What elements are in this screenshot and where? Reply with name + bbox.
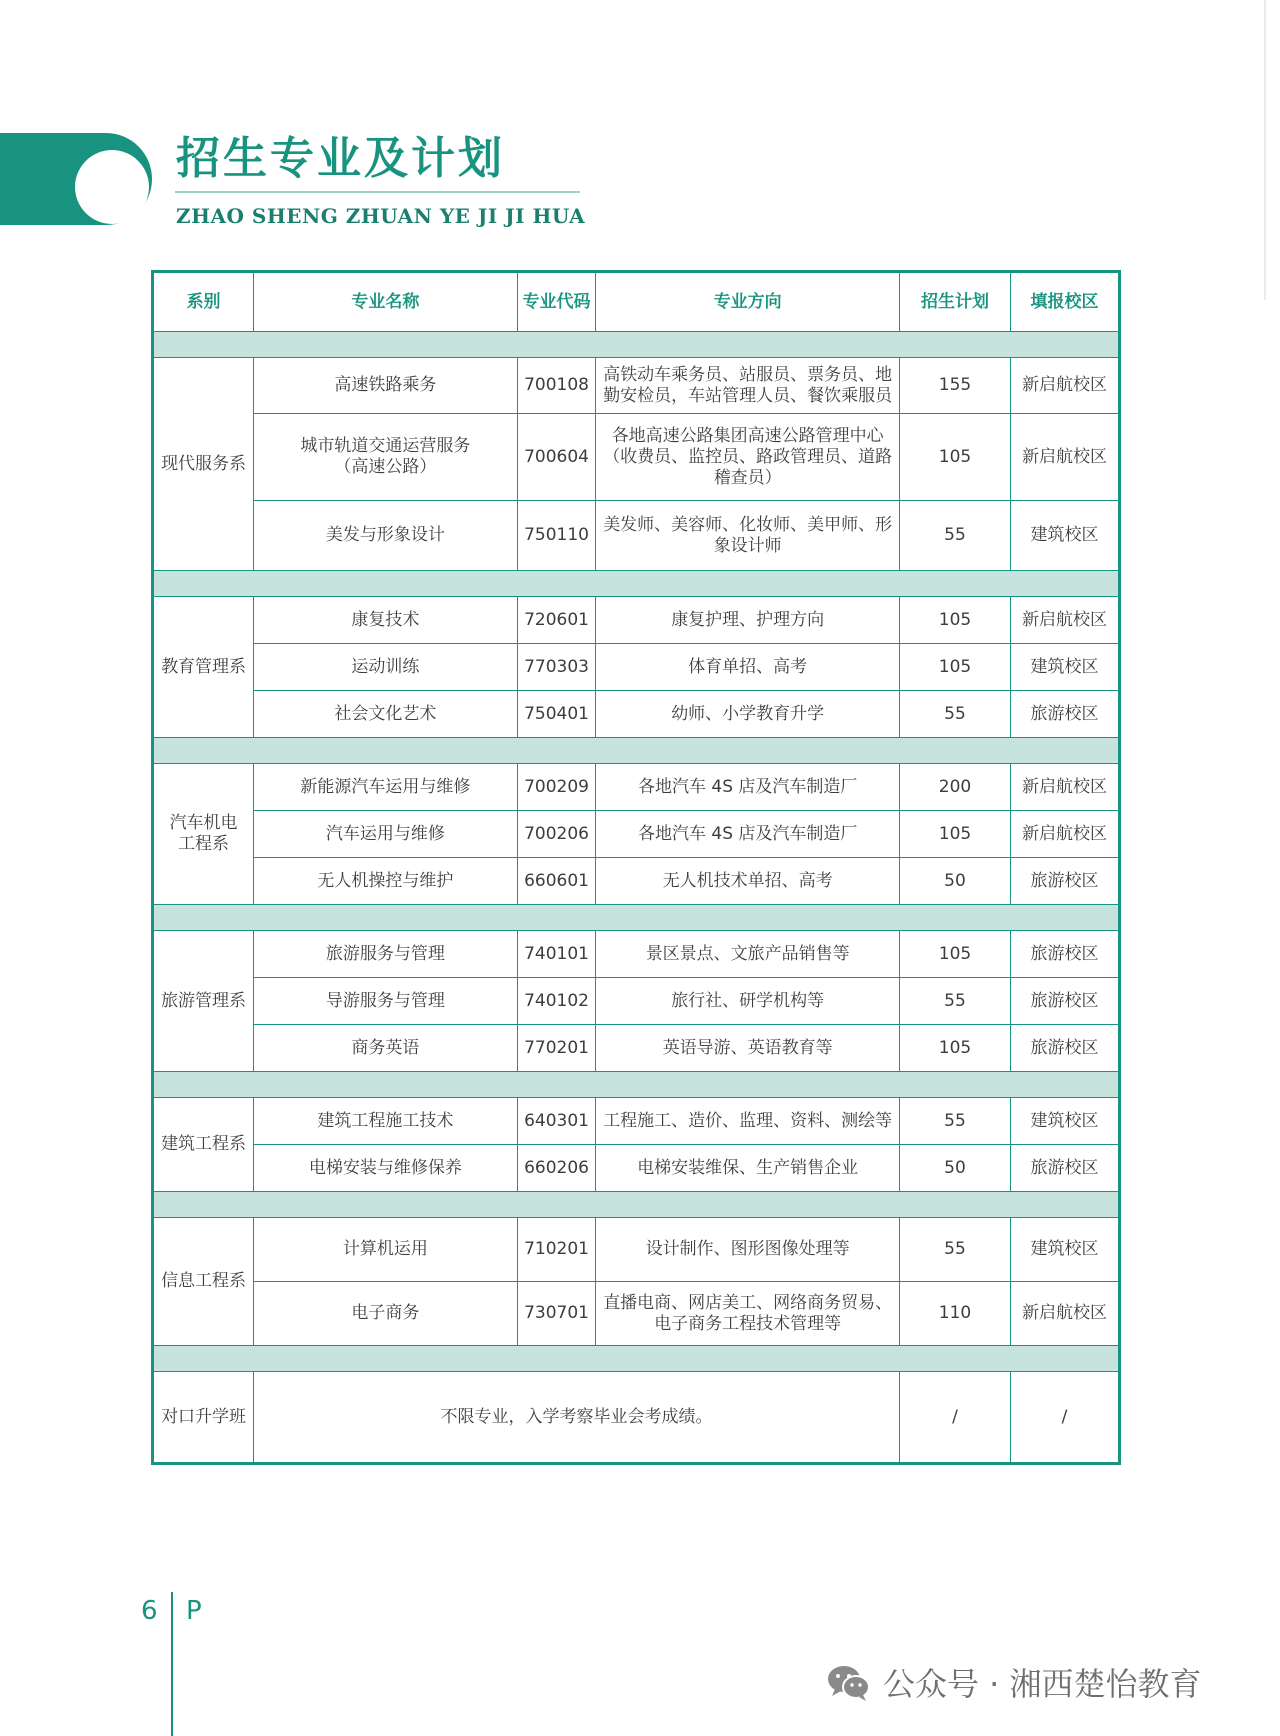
campus: 旅游校区	[1011, 931, 1120, 978]
major-direction: 直播电商、网店美工、网络商务贸易、电子商务工程技术管理等	[596, 1282, 899, 1346]
enrollment-plan: 110	[899, 1282, 1010, 1346]
major-name: 旅游服务与管理	[254, 931, 517, 978]
enrollment-plan: 50	[899, 1145, 1010, 1192]
table-row	[153, 931, 1120, 978]
table-row	[153, 858, 1120, 905]
major-direction: 景区景点、文旅产品销售等	[596, 931, 899, 978]
group-separator	[153, 1192, 1120, 1218]
major-name: 高速铁路乘务	[254, 358, 517, 414]
major-direction: 设计制作、图形图像处理等	[596, 1218, 899, 1282]
enrollment-plan: 55	[899, 501, 1010, 571]
campus: 建筑校区	[1011, 501, 1120, 571]
department-cell: 旅游管理系	[153, 931, 254, 1072]
enrollment-plan: 55	[899, 1098, 1010, 1145]
table-row	[153, 414, 1120, 501]
campus: 新启航校区	[1011, 764, 1120, 811]
enrollment-plan: 105	[899, 644, 1010, 691]
major-code: 740101	[517, 931, 596, 978]
page-edge-line	[1264, 0, 1266, 300]
major-name: 计算机运用	[254, 1218, 517, 1282]
table-row	[153, 691, 1120, 738]
table-row	[153, 978, 1120, 1025]
campus: 新启航校区	[1011, 1282, 1120, 1346]
major-name: 城市轨道交通运营服务（高速公路）	[254, 414, 517, 501]
major-direction: 美发师、美容师、化妆师、美甲师、形象设计师	[596, 501, 899, 571]
major-name: 社会文化艺术	[254, 691, 517, 738]
major-direction: 体育单招、高考	[596, 644, 899, 691]
major-name: 美发与形象设计	[254, 501, 517, 571]
enrollment-plan: 200	[899, 764, 1010, 811]
campus: 新启航校区	[1011, 597, 1120, 644]
page-letter: P	[186, 1596, 202, 1626]
enrollment-plan: /	[899, 1372, 1010, 1464]
admission-note: 不限专业，入学考察毕业会考成绩。	[254, 1372, 900, 1464]
enrollment-plan: 55	[899, 691, 1010, 738]
major-code: 660601	[517, 858, 596, 905]
major-direction: 各地汽车 4S 店及汽车制造厂	[596, 764, 899, 811]
campus: /	[1011, 1372, 1120, 1464]
group-separator	[153, 571, 1120, 597]
campus: 新启航校区	[1011, 358, 1120, 414]
major-code: 740102	[517, 978, 596, 1025]
watermark-text: 公众号 · 湘西楚怡教育	[883, 1665, 1202, 1703]
table-row	[153, 597, 1120, 644]
enrollment-plan: 55	[899, 1218, 1010, 1282]
table-row	[153, 1282, 1120, 1346]
watermark	[825, 1660, 1202, 1704]
major-code: 720601	[517, 597, 596, 644]
campus: 旅游校区	[1011, 1145, 1120, 1192]
table-row	[153, 1098, 1120, 1145]
header-circle	[75, 150, 149, 224]
enrollment-plan: 50	[899, 858, 1010, 905]
table-row	[153, 501, 1120, 571]
major-direction: 幼师、小学教育升学	[596, 691, 899, 738]
department-cell: 教育管理系	[153, 597, 254, 738]
table-row	[153, 764, 1120, 811]
major-name: 无人机操控与维护	[254, 858, 517, 905]
major-code: 640301	[517, 1098, 596, 1145]
footer-divider	[171, 1592, 173, 1736]
major-direction: 电梯安装维保、生产销售企业	[596, 1145, 899, 1192]
major-name: 新能源汽车运用与维修	[254, 764, 517, 811]
enrollment-plan: 55	[899, 978, 1010, 1025]
major-name: 电梯安装与维修保养	[254, 1145, 517, 1192]
wechat-icon	[825, 1662, 873, 1702]
group-separator	[153, 905, 1120, 931]
major-direction: 各地汽车 4S 店及汽车制造厂	[596, 811, 899, 858]
major-code: 660206	[517, 1145, 596, 1192]
major-name: 运动训练	[254, 644, 517, 691]
campus: 旅游校区	[1011, 691, 1120, 738]
campus: 建筑校区	[1011, 1218, 1120, 1282]
group-separator	[153, 332, 1120, 358]
major-code: 770201	[517, 1025, 596, 1072]
page-title: 招生专业及计划	[176, 133, 505, 184]
department-cell: 对口升学班	[153, 1372, 254, 1464]
campus: 新启航校区	[1011, 414, 1120, 501]
column-header: 专业方向	[596, 272, 899, 332]
table-header-row	[153, 272, 1120, 332]
department-cell: 建筑工程系	[153, 1098, 254, 1192]
table-row	[153, 811, 1120, 858]
campus: 旅游校区	[1011, 858, 1120, 905]
major-code: 750110	[517, 501, 596, 571]
enrollment-plan: 155	[899, 358, 1010, 414]
column-header: 系别	[153, 272, 254, 332]
enrollment-plan: 105	[899, 597, 1010, 644]
department-cell: 汽车机电工程系	[153, 764, 254, 905]
major-direction: 各地高速公路集团高速公路管理中心（收费员、监控员、路政管理员、道路稽查员）	[596, 414, 899, 501]
enrollment-plan: 105	[899, 931, 1010, 978]
major-direction: 旅行社、研学机构等	[596, 978, 899, 1025]
admission-plan-table	[151, 270, 1121, 1465]
group-separator	[153, 1346, 1120, 1372]
major-direction: 康复护理、护理方向	[596, 597, 899, 644]
major-direction: 英语导游、英语教育等	[596, 1025, 899, 1072]
major-name: 康复技术	[254, 597, 517, 644]
major-direction: 无人机技术单招、高考	[596, 858, 899, 905]
major-code: 750401	[517, 691, 596, 738]
department-cell: 信息工程系	[153, 1218, 254, 1346]
table-row	[153, 1025, 1120, 1072]
page-subtitle: ZHAO SHENG ZHUAN YE JI JI HUA	[176, 204, 586, 228]
major-code: 730701	[517, 1282, 596, 1346]
major-code: 700209	[517, 764, 596, 811]
column-header: 填报校区	[1011, 272, 1120, 332]
major-name: 商务英语	[254, 1025, 517, 1072]
campus: 建筑校区	[1011, 644, 1120, 691]
major-direction: 工程施工、造价、监理、资料、测绘等	[596, 1098, 899, 1145]
major-code: 700604	[517, 414, 596, 501]
column-header: 招生计划	[899, 272, 1010, 332]
enrollment-plan: 105	[899, 1025, 1010, 1072]
enrollment-plan: 105	[899, 811, 1010, 858]
title-underline	[175, 191, 580, 193]
campus: 新启航校区	[1011, 811, 1120, 858]
group-separator	[153, 1072, 1120, 1098]
major-name: 电子商务	[254, 1282, 517, 1346]
group-separator	[153, 738, 1120, 764]
department-cell: 现代服务系	[153, 358, 254, 571]
table-row	[153, 1372, 1120, 1464]
major-name: 建筑工程施工技术	[254, 1098, 517, 1145]
major-code: 770303	[517, 644, 596, 691]
table-row	[153, 644, 1120, 691]
major-code: 710201	[517, 1218, 596, 1282]
major-name: 导游服务与管理	[254, 978, 517, 1025]
page-number: 6	[141, 1596, 158, 1626]
enrollment-plan: 105	[899, 414, 1010, 501]
column-header: 专业代码	[517, 272, 596, 332]
table-row	[153, 1218, 1120, 1282]
campus: 旅游校区	[1011, 978, 1120, 1025]
table-row	[153, 1145, 1120, 1192]
major-code: 700206	[517, 811, 596, 858]
campus: 旅游校区	[1011, 1025, 1120, 1072]
major-name: 汽车运用与维修	[254, 811, 517, 858]
major-direction: 高铁动车乘务员、站服员、票务员、地勤安检员，车站管理人员、餐饮乘服员	[596, 358, 899, 414]
column-header: 专业名称	[254, 272, 517, 332]
major-code: 700108	[517, 358, 596, 414]
table-row	[153, 358, 1120, 414]
campus: 建筑校区	[1011, 1098, 1120, 1145]
